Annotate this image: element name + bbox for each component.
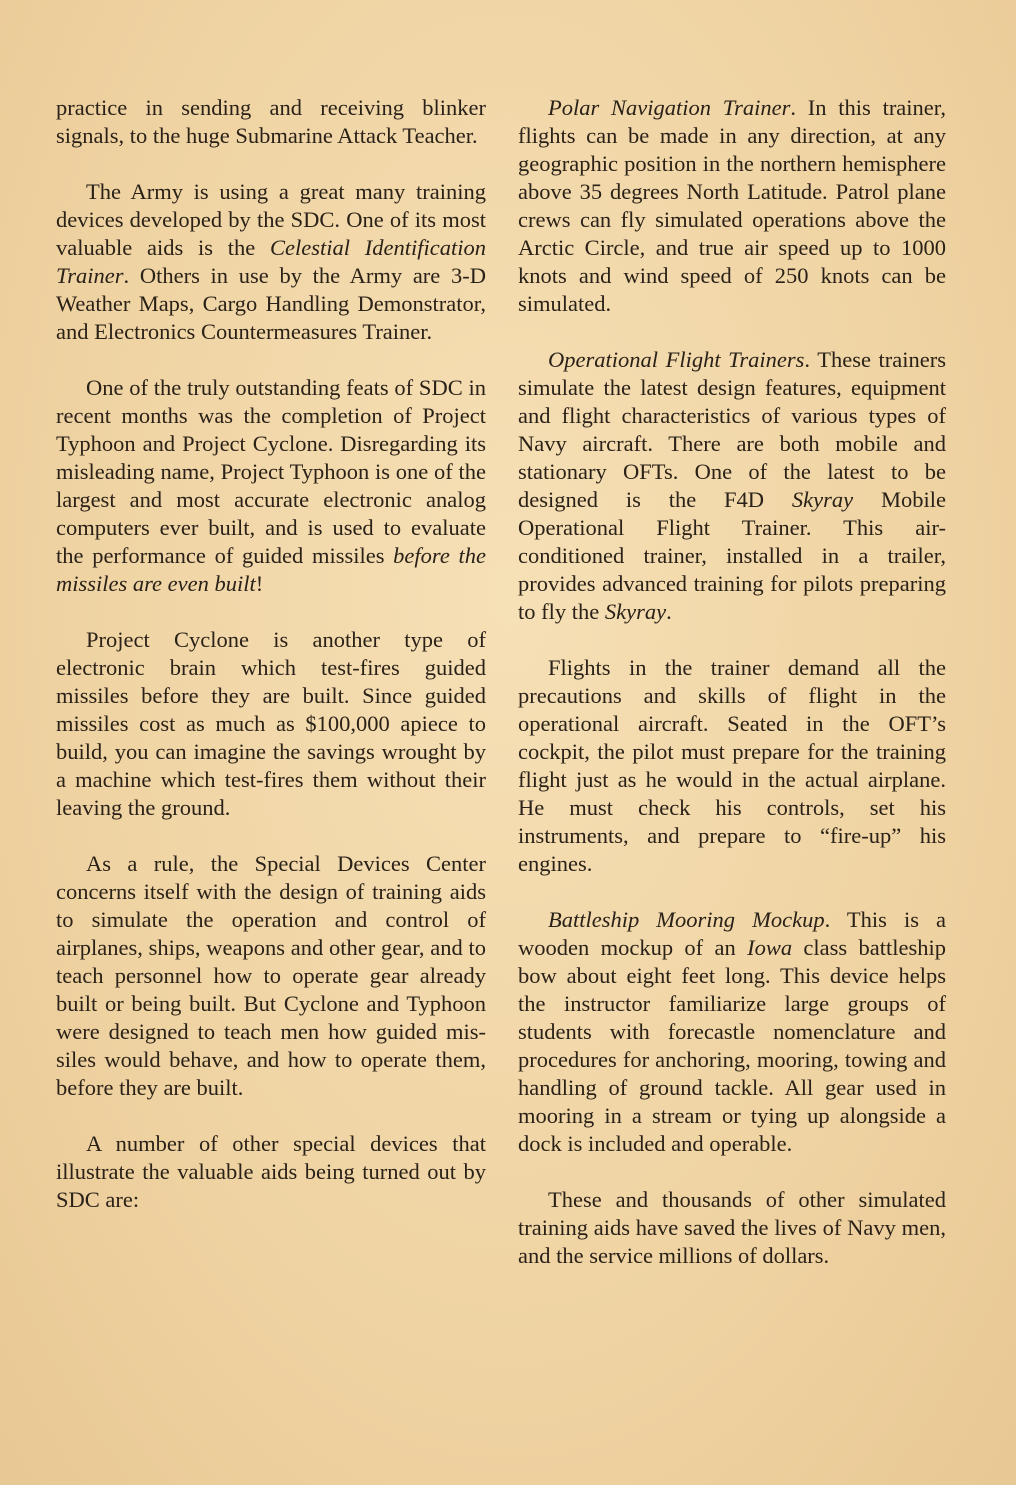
paragraph bbox=[518, 654, 946, 878]
left-column bbox=[56, 94, 486, 1242]
right-column bbox=[518, 94, 946, 1298]
text-run: A number of other special devices that illustrate the valuable aids being turned out by SDC are: bbox=[56, 1131, 486, 1212]
italic-name: Iowa bbox=[747, 935, 793, 960]
paragraph bbox=[56, 178, 486, 346]
paragraph bbox=[56, 626, 486, 822]
paragraph bbox=[56, 850, 486, 1102]
text-run: Project Cyclone is another type of electronic brain which test-fires guided missiles before they are built. Since guided missiles cost as much as $100,000 apiece to build, you can imagine the savings wrought by a machine which test-fires them without their leaving the ground. bbox=[56, 627, 486, 820]
text-run: Flights in the trainer demand all the precautions and skills of flight in the operational aircraft. Seated in the OFT’s cockpit, the pilot must prepare for the training flight just as he would in the actual airplane. He must check his controls, set his instruments, and prepare to “fire-up” his engines. bbox=[518, 655, 946, 876]
text-run: . bbox=[666, 599, 672, 624]
text-run: The Army is using a great many training devices developed by the SDC. One of its most valuable aids is the bbox=[56, 179, 486, 260]
paragraph bbox=[518, 906, 946, 1158]
text-run: One of the truly outstanding feats of SDC in recent months was the completion of Project Typhoon and Project Cyclone. Disregarding its misleading name, Project Typhoon is one of the largest and most accurate electronic analog computers ever built, and is used to evaluate the performance of guided missiles bbox=[56, 375, 486, 568]
text-run: These and thousands of other simulated training aids have saved the lives of Navy men, and the service millions of dollars. bbox=[518, 1187, 946, 1268]
paragraph bbox=[56, 1130, 486, 1214]
italic-title: Battleship Mooring Mockup bbox=[548, 907, 825, 932]
paragraph bbox=[56, 374, 486, 598]
paragraph bbox=[518, 1186, 946, 1270]
paragraph bbox=[518, 94, 946, 318]
italic-title: Celestial Identification Trainer bbox=[56, 235, 486, 288]
text-run: class battleship bow about eight feet long. This device helps the instructor familiarize large groups of students with forecastle nomenclature and procedures for anchoring, mooring, towing and handling of ground tackle. All gear used in mooring in a stream or tying up alongside a dock is included and operable. bbox=[518, 935, 946, 1156]
italic-emphasis: before the missiles are even built bbox=[56, 543, 486, 596]
text-run: . This is a wooden mockup of an bbox=[518, 907, 946, 960]
paragraph bbox=[56, 94, 486, 150]
italic-name: Skyray bbox=[604, 599, 667, 624]
text-run: As a rule, the Special Devices Center concerns itself with the design of training aids to simulate the operation and control of airplanes, ships, weapons and other gear, and to teach personnel how to operate gear already built or being built. But Cyclone and Typhoon were designed to teach men how guided missiles would behave, and how to operate them, before they are built. bbox=[56, 851, 486, 1100]
text-run: ! bbox=[255, 571, 264, 596]
text-run: . These trainers simulate the latest design features, equipment and flight characteristics of various types of Navy aircraft. There are both mobile and stationary OFTs. One of the latest to be designed is the F4D bbox=[518, 347, 946, 512]
text-run: practice in sending and receiving blinker signals, to the huge Submarine Attack Teacher. bbox=[56, 95, 486, 148]
italic-title: Operational Flight Trainers bbox=[548, 347, 805, 372]
italic-name: Skyray bbox=[791, 487, 854, 512]
italic-title: Polar Navigation Trainer bbox=[548, 95, 791, 120]
text-run: Mobile Operational Flight Trainer. This air-conditioned trainer, installed in a trailer, provides advanced training for pilots preparing to fly the bbox=[518, 487, 946, 624]
text-run: . Others in use by the Army are 3-D Weather Maps, Cargo Handling Demonstrator, and Electronics Countermeasures Trainer. bbox=[56, 263, 486, 344]
text-run: . In this trainer, flights can be made in any direction, at any geographic position in the northern hemisphere above 35 degrees North Latitude. Patrol plane crews can fly simulated operations above the Arctic Circle, and true air speed up to 1000 knots and wind speed of 250 knots can be simulated. bbox=[518, 95, 946, 316]
paragraph bbox=[518, 346, 946, 626]
